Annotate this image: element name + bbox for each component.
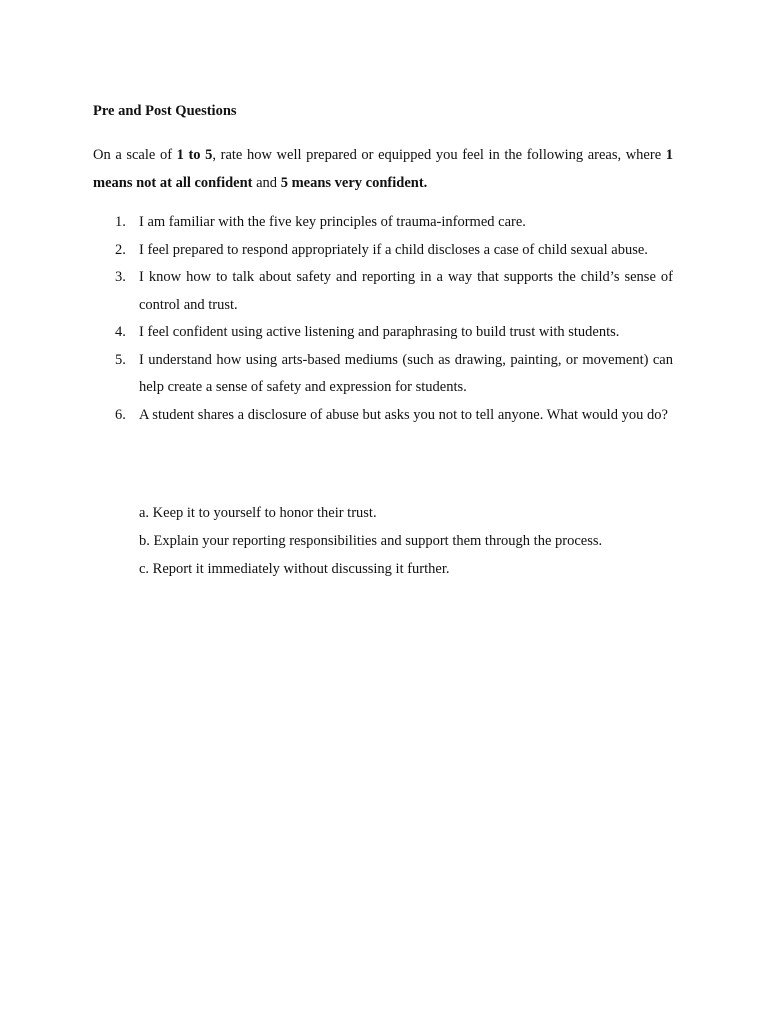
answer-options xyxy=(139,499,673,583)
question-text: I know how to talk about safety and reporting in a way that supports the child’s sense of control and trust. xyxy=(139,269,673,313)
question-item-3 xyxy=(93,264,673,319)
answer-option-b: b. Explain your reporting responsibilities and support them through the process. xyxy=(139,533,603,549)
question-text: I feel confident using active listening and paraphrasing to build trust with students. xyxy=(139,324,620,340)
question-item-2 xyxy=(93,237,673,265)
intro-paragraph xyxy=(93,141,673,197)
question-item-5 xyxy=(93,347,673,402)
question-text: I feel prepared to respond appropriately if a child discloses a case of child sexual abuse. xyxy=(139,241,648,258)
question-list xyxy=(93,209,673,429)
question-text: I understand how using arts-based mediums (such as drawing, painting, or movement) can help create a sense of safety and expression for students. xyxy=(139,351,673,395)
question-text: I am familiar with the five key principles of trauma-informed care. xyxy=(139,214,526,230)
question-number: 3. xyxy=(115,269,126,285)
question-number: 2. xyxy=(115,241,126,258)
question-text: A student shares a disclosure of abuse but asks you not to tell anyone. What would you do? xyxy=(139,406,668,423)
question-number: 6. xyxy=(115,406,126,423)
question-item-6 xyxy=(93,402,673,430)
intro-text-3: and xyxy=(252,175,281,191)
intro-text-1: On a scale of xyxy=(93,147,177,163)
intro-high-anchor: 5 means very confident. xyxy=(280,175,428,191)
intro-low-anchor: 1 means not at all confident xyxy=(93,147,673,191)
answer-option-a: a. Keep it to yourself to honor their trust. xyxy=(139,505,377,521)
intro-text-2: , rate how well prepared or equipped you feel in the following areas, where xyxy=(212,147,666,163)
question-number: 4. xyxy=(115,324,126,340)
question-item-1 xyxy=(93,209,673,237)
question-number: 1. xyxy=(115,214,126,230)
question-number: 5. xyxy=(115,351,126,368)
answer-option-c: c. Report it immediately without discussing it further. xyxy=(139,561,450,577)
question-item-4 xyxy=(93,319,673,347)
document-heading: Pre and Post Questions xyxy=(93,103,237,119)
intro-scale-range: 1 to 5 xyxy=(176,147,213,163)
